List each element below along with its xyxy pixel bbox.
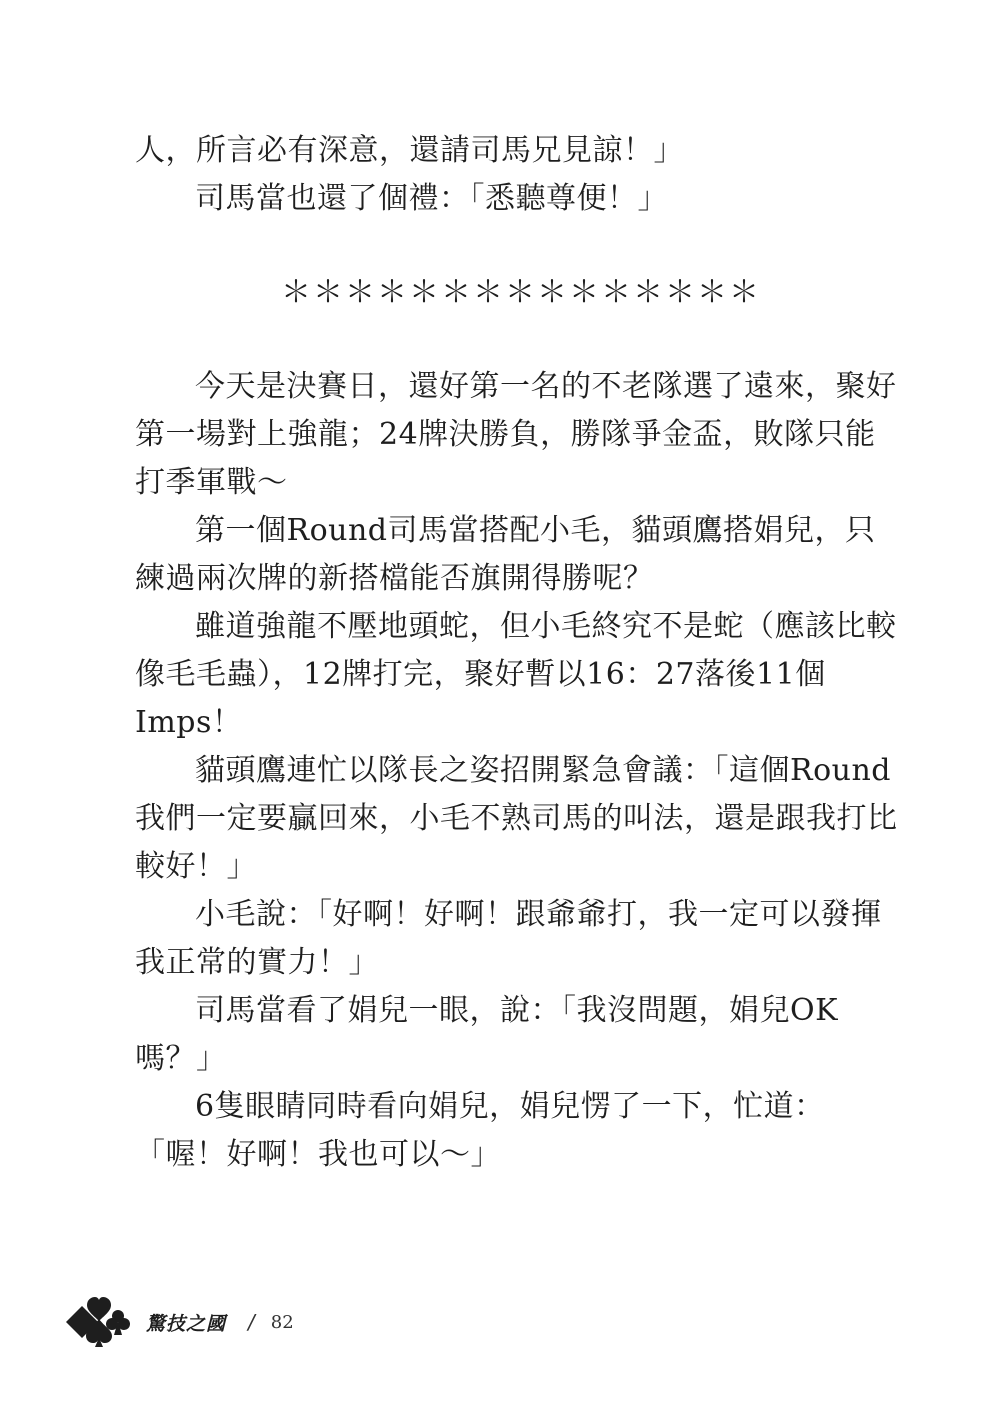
text-line: 「喔！好啊！我也可以～」 <box>135 1137 501 1172</box>
text-line: 第一個Round司馬當搭配小毛，貓頭鷹搭娟兒，只 <box>195 513 876 548</box>
text-line: 貓頭鷹連忙以隊長之姿招開緊急會議：「這個Round <box>195 753 891 788</box>
text-line: Imps！ <box>135 705 243 740</box>
text-line: 嗎？」 <box>135 1041 227 1076</box>
book-title: 驚技之國 <box>146 1312 227 1335</box>
spacer <box>135 223 855 269</box>
text-block-top <box>135 127 855 223</box>
text-line: 司馬當看了娟兒一眼，說：「我沒問題，娟兒OK <box>195 993 839 1028</box>
section-separator: ＊＊＊＊＊＊＊＊＊＊＊＊＊＊＊ <box>281 275 761 310</box>
card-suits-icon <box>66 1297 132 1347</box>
text-line: 司馬當也還了個禮：「悉聽尊便！」 <box>195 181 668 216</box>
spacer <box>135 317 855 363</box>
text-block-main <box>135 363 898 1179</box>
text-line: 第一場對上強龍；24牌決勝負，勝隊爭金盃，敗隊只能 <box>135 417 876 452</box>
footer-divider: / <box>248 1310 255 1334</box>
text-line: 打季軍戰～ <box>135 465 288 500</box>
text-line: 像毛毛蟲），12牌打完，聚好暫以16：27落後11個 <box>135 657 826 692</box>
text-line: 我正常的實力！」 <box>135 945 379 980</box>
text-line: 練過兩次牌的新搭檔能否旗開得勝呢？ <box>135 561 654 596</box>
page-body <box>135 127 898 1179</box>
text-line: 雖道強龍不壓地頭蛇，但小毛終究不是蛇（應該比較 <box>195 609 897 644</box>
text-line: 人，所言必有深意，還請司馬兄見諒！」 <box>135 133 684 168</box>
text-line: 6隻眼睛同時看向娟兒，娟兒愣了一下，忙道： <box>195 1089 825 1124</box>
page-number: 82 <box>270 1311 294 1333</box>
text-line: 小毛說：「好啊！好啊！跟爺爺打，我一定可以發揮 <box>195 897 882 932</box>
page-footer <box>66 1296 294 1348</box>
text-line: 較好！」 <box>135 849 257 884</box>
text-line: 我們一定要贏回來，小毛不熟司馬的叫法，還是跟我打比 <box>135 801 898 836</box>
text-line: 今天是決賽日，還好第一名的不老隊選了遠來，聚好 <box>195 369 897 404</box>
